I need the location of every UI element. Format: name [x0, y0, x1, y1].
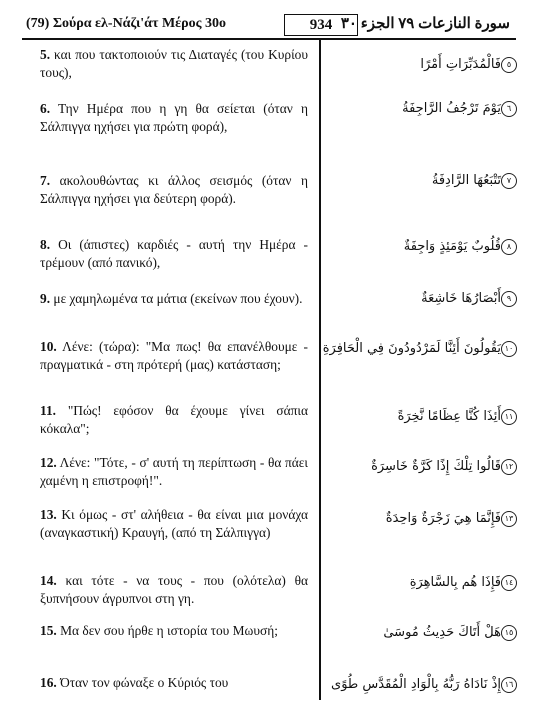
- header-rule: [22, 38, 516, 40]
- verse-number: 12.: [40, 455, 57, 470]
- verse-6-arabic: [340, 100, 520, 118]
- verse-12-translation: [40, 454, 308, 490]
- verse-arabic-number: ٦: [501, 101, 517, 117]
- verse-arabic-number: ١٠: [501, 341, 517, 357]
- verse-text: Όταν τον φώναξε ο Κύριός του: [60, 675, 229, 690]
- verse-text: Λένε: (τώρα): "Μα πως! θα επανέλθουμε - πραγματικά - στη πρότερή (μας) κατάσταση;: [40, 339, 308, 372]
- verse-number: 10.: [40, 339, 57, 354]
- verse-5-arabic: [340, 56, 520, 74]
- verse-14-arabic: [340, 574, 520, 592]
- surah-title-greek: (79) Σούρα ελ-Νάζι'άτ Μέρος 30ο: [26, 16, 227, 31]
- verse-number: 8.: [40, 237, 51, 252]
- verse-text: Μα δεν σου ήρθε η ιστορία του Μωυσή;: [60, 623, 278, 638]
- verse-13-arabic: [340, 510, 520, 528]
- verse-8-arabic: [340, 238, 520, 256]
- verse-arabic-number: ١٢: [501, 459, 517, 475]
- verse-arabic-number: ١٣: [501, 511, 517, 527]
- verse-arabic-number: ٨: [501, 239, 517, 255]
- verse-7-arabic: [340, 172, 520, 190]
- verse-number: 9.: [40, 291, 51, 306]
- verse-arabic-text: يَقُولُونَ أَئِنَّا لَمَرْدُودُونَ فِي الْحَافِرَةِ: [322, 341, 501, 356]
- verse-arabic-number: ١٦: [501, 677, 517, 693]
- verse-16-translation: [40, 674, 308, 692]
- verse-number: 6.: [40, 101, 51, 116]
- verse-arabic-number: ٩: [501, 291, 517, 307]
- page-number: 934: [284, 14, 358, 36]
- verse-arabic-text: قُلُوبٌ يَوْمَئِذٍ وَاجِفَةٌ: [403, 239, 501, 254]
- verse-arabic-number: ١٥: [501, 625, 517, 641]
- verse-10-arabic: [310, 340, 520, 358]
- verse-arabic-number: ٥: [501, 57, 517, 73]
- verse-text: και τότε - να τους - που (ολότελα) θα ξυπνήσουν άγρυπνοι στη γη.: [40, 573, 308, 606]
- verse-8-translation: [40, 236, 308, 272]
- page-header: [22, 12, 514, 38]
- verse-arabic-number: ١٤: [501, 575, 517, 591]
- verse-arabic-text: فَإِذَا هُم بِالسَّاهِرَةِ: [409, 575, 501, 590]
- verse-11-translation: [40, 402, 308, 438]
- verse-arabic-text: تَتْبَعُهَا الرَّادِفَةُ: [431, 173, 501, 188]
- verse-arabic-text: إِذْ نَادَاهُ رَبُّهُ بِالْوَادِ الْمُقَدَّسِ طُوًى: [331, 677, 501, 692]
- verse-arabic-text: أَبْصَارُهَا خَاشِعَةٌ: [421, 291, 501, 306]
- verse-text: Λένε: "Τότε, - σ' αυτή τη περίπτωση - θα πάει χαμένη η επιστροφή!".: [40, 455, 308, 488]
- verse-11-arabic: [340, 408, 520, 426]
- verse-arabic-text: أَئِذَا كُنَّا عِظَامًا نَّخِرَةً: [397, 409, 501, 424]
- verse-number: 16.: [40, 675, 57, 690]
- verse-text: με χαμηλωμένα τα μάτια (εκείνων που έχουν).: [53, 291, 303, 306]
- verse-arabic-number: ٧: [501, 173, 517, 189]
- verse-10-translation: [40, 338, 308, 374]
- verse-arabic-text: يَوْمَ تَرْجُفُ الرَّاجِفَةُ: [402, 101, 501, 116]
- verse-13-translation: [40, 506, 308, 542]
- column-divider: [319, 40, 321, 700]
- verse-12-arabic: [340, 458, 520, 476]
- verse-number: 11.: [40, 403, 56, 418]
- verse-number: 7.: [40, 173, 51, 188]
- verse-arabic-text: فَإِنَّمَا هِيَ زَجْرَةٌ وَاحِدَةٌ: [385, 511, 501, 526]
- verse-15-translation: [40, 622, 308, 640]
- verse-arabic-text: فَالْمُدَبِّرَاتِ أَمْرًا: [420, 57, 501, 72]
- verse-15-arabic: [340, 624, 520, 642]
- verse-number: 14.: [40, 573, 57, 588]
- verse-text: "Πώς! εφόσον θα έχουμε γίνει σάπια κόκαλα";: [40, 403, 308, 436]
- verse-arabic-text: قَالُوا تِلْكَ إِذًا كَرَّةٌ خَاسِرَةٌ: [371, 459, 501, 474]
- verse-arabic-text: هَلْ أَتَاكَ حَدِيثُ مُوسَىٰ: [383, 625, 501, 640]
- verse-5-translation: [40, 46, 308, 82]
- verse-6-translation: [40, 100, 308, 136]
- verse-number: 15.: [40, 623, 57, 638]
- verse-text: Οι (άπιστες) καρδιές - αυτή την Ημέρα - τρέμουν (από πανικό),: [40, 237, 308, 270]
- verse-16-arabic: [310, 676, 520, 694]
- verse-text: και που τακτοποιούν τις Διαταγές (του Κυρίου τους),: [40, 47, 308, 80]
- verse-text: ακολουθώντας κι άλλος σεισμός (όταν η Σάλπιγγα ηχήσει για δεύτερη φορά).: [40, 173, 308, 206]
- verse-7-translation: [40, 172, 308, 208]
- verse-14-translation: [40, 572, 308, 608]
- verse-9-arabic: [340, 290, 520, 308]
- verse-number: 13.: [40, 507, 57, 522]
- verse-9-translation: [40, 290, 308, 308]
- verse-text: Κι όμως - στ' αλήθεια - θα είναι μια μονάχα (αναγκαστική) Κραυγή, (από τη Σάλπιγγα): [40, 507, 309, 540]
- verse-number: 5.: [40, 47, 51, 62]
- verse-text: Την Ημέρα που η γη θα σείεται (όταν η Σάλπιγγα ηχήσει για πρώτη φορά),: [40, 101, 308, 134]
- verse-arabic-number: ١١: [501, 409, 517, 425]
- surah-title-arabic: سورة النازعات ٧٩ الجزء ٣٠: [340, 16, 510, 32]
